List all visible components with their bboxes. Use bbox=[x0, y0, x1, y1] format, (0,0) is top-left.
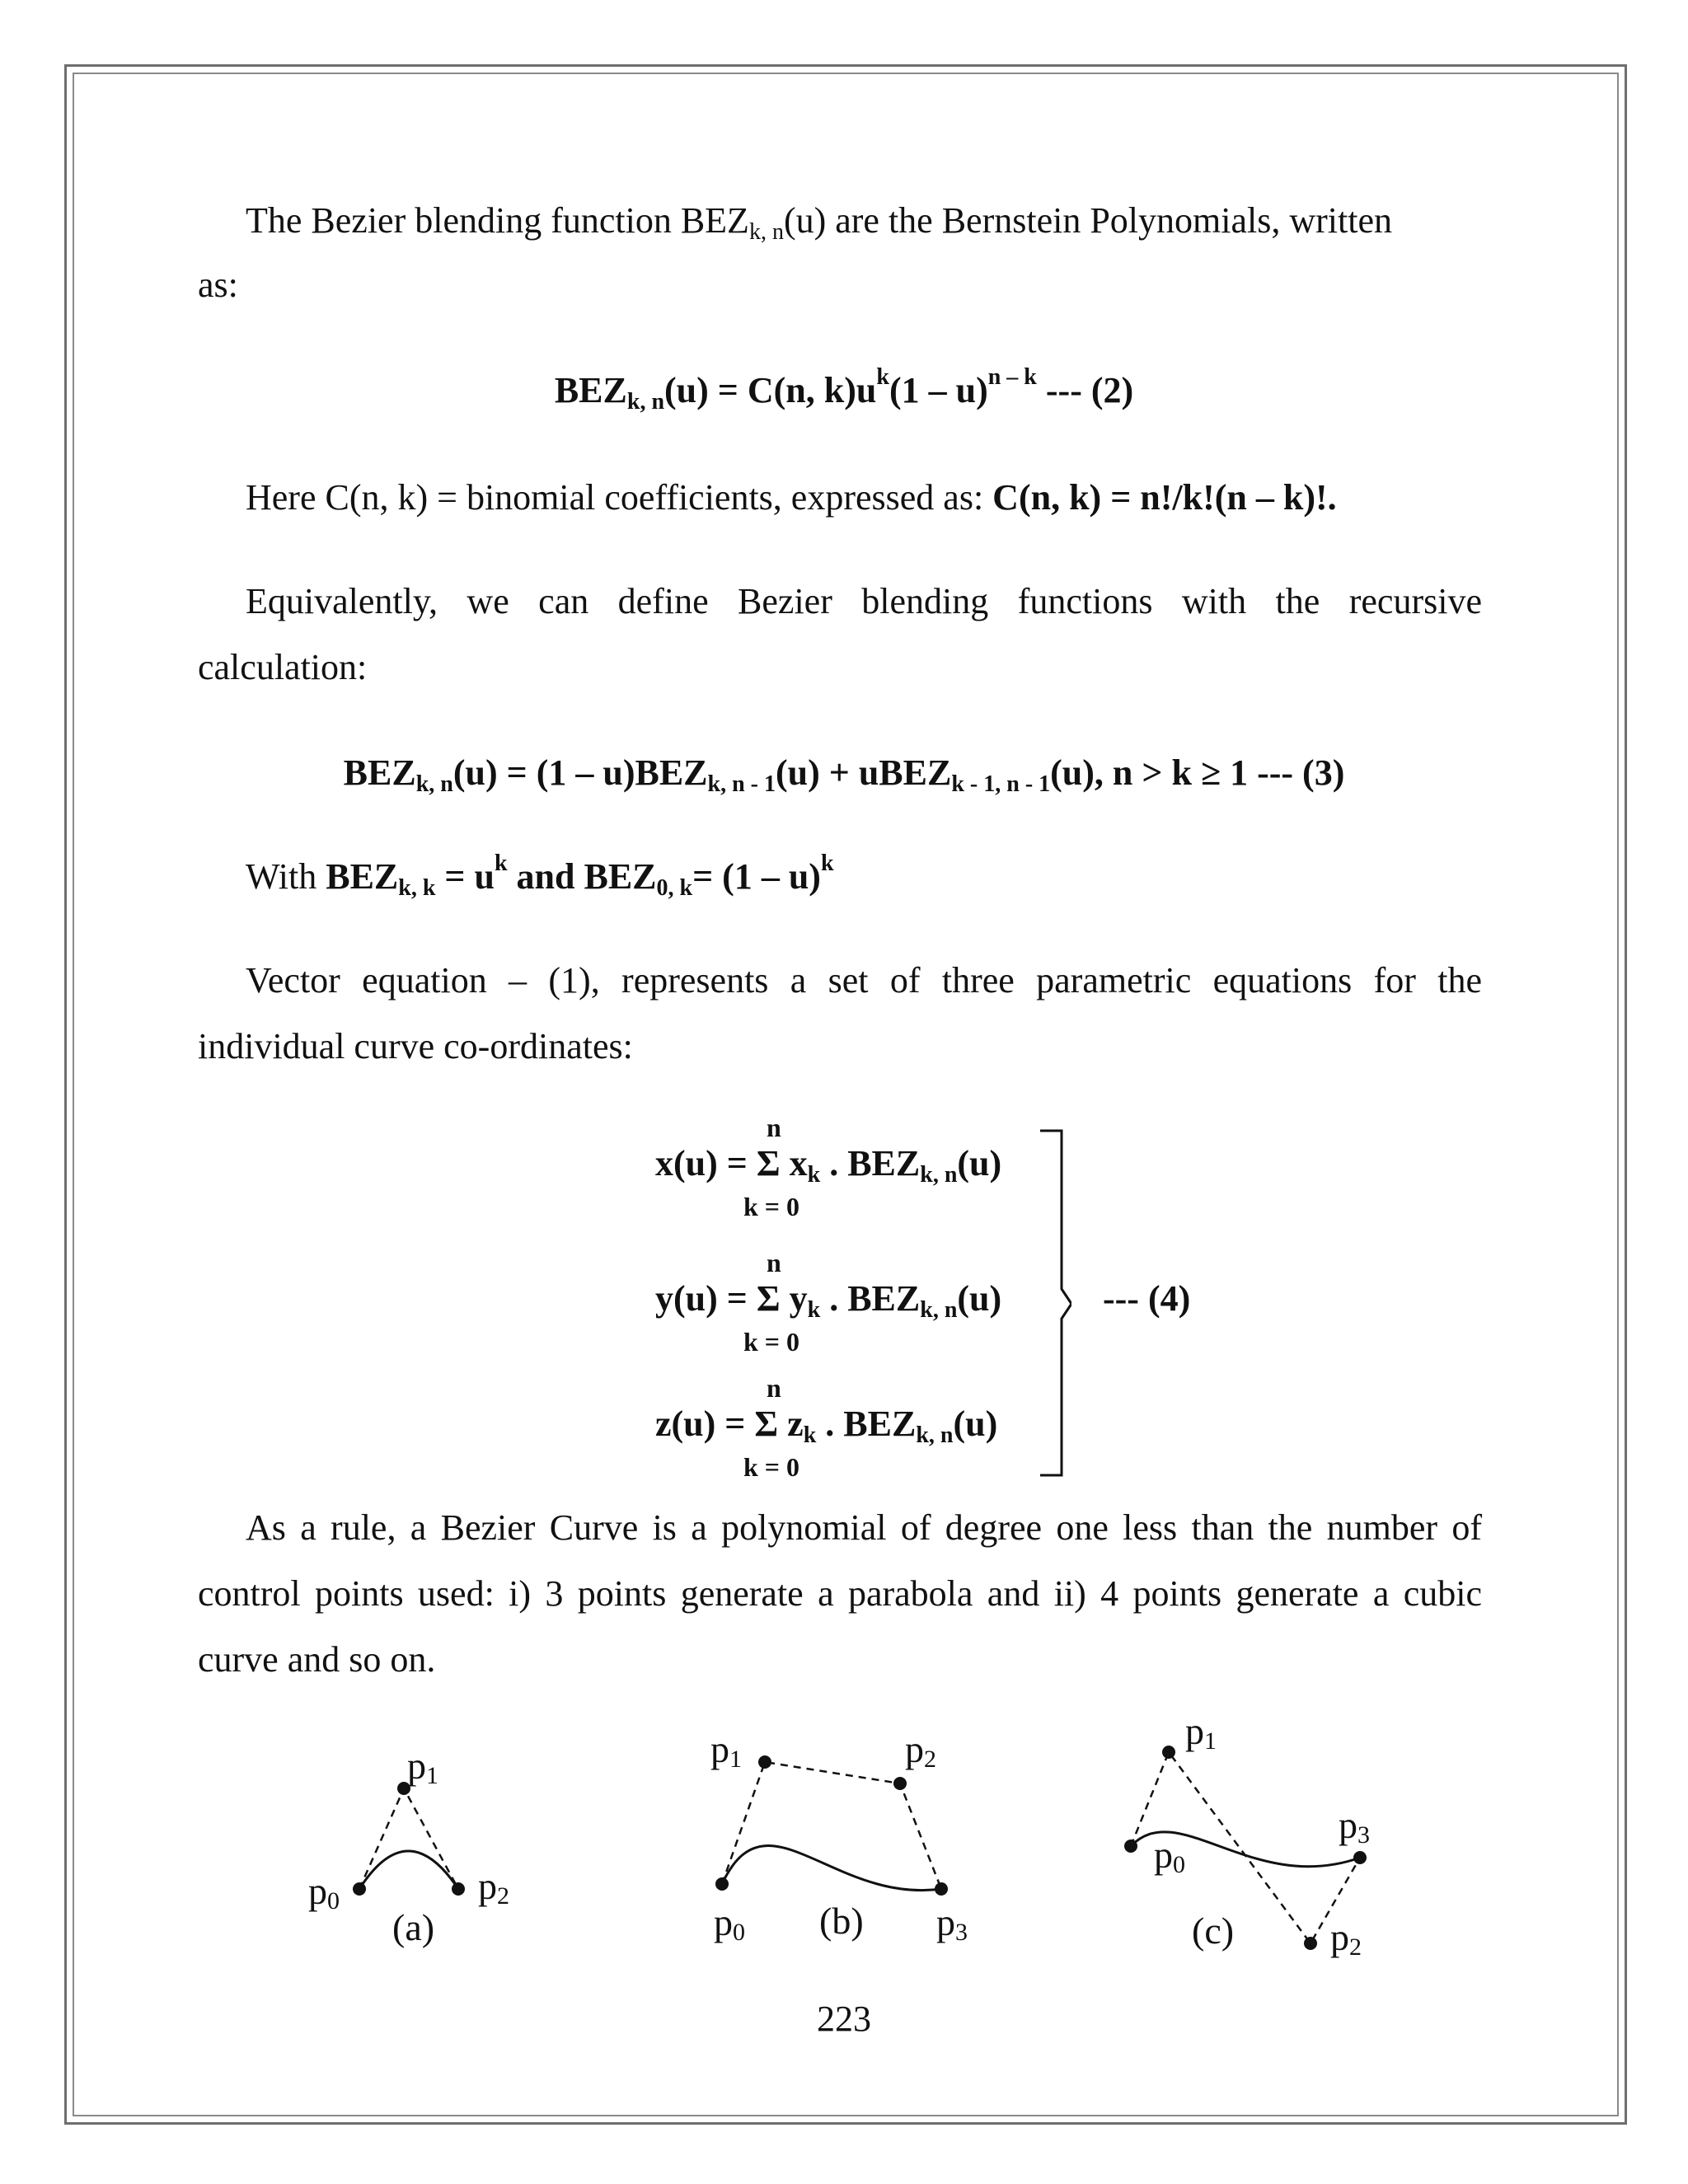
label-a-p0: $p_0$ bbox=[308, 1870, 340, 1915]
equation-3: $BEZ_{k, n}(u) = (1 - u)BEZ_{k, n - 1}(u)$ + uBEZ$_{k - 1, n - 1}$(u), n > k ≥ 1 --- (3) bbox=[343, 752, 1345, 797]
label-b-p1: $p_1$ bbox=[710, 1728, 742, 1773]
sum-upper-limit-y: n bbox=[767, 1248, 781, 1277]
para3-line1: Equivalently, we can define Bezier blending functions with the recursive bbox=[246, 581, 1482, 621]
para3-line2: calculation: bbox=[198, 647, 368, 687]
para1-line2: as: bbox=[198, 265, 238, 305]
bezier-curve-b bbox=[722, 1846, 941, 1891]
para5-line3: curve and so on. bbox=[198, 1639, 436, 1680]
control-point-c-p2 bbox=[1304, 1937, 1317, 1950]
label-c-p2: $p_2$ bbox=[1330, 1916, 1362, 1961]
figure-b bbox=[715, 1755, 948, 1896]
control-point-b-p1 bbox=[758, 1755, 771, 1769]
equation-4-z: z(u) = Σ $z_k$ . $BEZ_{k, n}(u)$ bbox=[655, 1404, 998, 1448]
control-point-b-p3 bbox=[935, 1882, 948, 1896]
label-b-p2: $p_2$ bbox=[905, 1728, 936, 1773]
equation-2: $BEZ_{k, n}(u) = C(n$, $k)u^k(1 - u)^{n - k}$ --- (2) bbox=[554, 364, 1134, 415]
sum-lower-limit-z: k = 0 bbox=[743, 1452, 800, 1482]
caption-c: (c) bbox=[1192, 1910, 1235, 1952]
equation-4-y: y(u) = Σ $y_k$ . $BEZ_{k, n}(u)$ bbox=[655, 1278, 1002, 1323]
control-point-c-p1 bbox=[1162, 1746, 1175, 1759]
label-a-p2: $p_2$ bbox=[478, 1865, 509, 1910]
bezier-curve-a bbox=[359, 1851, 458, 1889]
label-a-p1: $p_1$ bbox=[407, 1745, 438, 1789]
para5-line2: control points used: i) 3 points generate a parabola and ii) 4 points generate a cubic bbox=[198, 1573, 1482, 1614]
sum-upper-limit-z: n bbox=[767, 1373, 781, 1403]
with-line: With $BEZ_{k, k} = u^k$ and $BEZ_{0, k}= (1 - u)^k$ bbox=[246, 851, 834, 901]
control-point-a-p0 bbox=[353, 1882, 366, 1896]
control-point-c-p3 bbox=[1353, 1851, 1367, 1864]
control-point-c-p0 bbox=[1124, 1840, 1137, 1853]
label-b-p3: $p_3$ bbox=[936, 1901, 968, 1946]
control-point-b-p0 bbox=[715, 1877, 729, 1891]
control-polygon-b bbox=[722, 1762, 941, 1889]
para5-line1: As a rule, a Bezier Curve is a polynomial of degree one less than the number of bbox=[246, 1507, 1482, 1548]
para4-line1: Vector equation – (1), represents a set of three parametric equations for the bbox=[246, 960, 1482, 1001]
control-point-b-p2 bbox=[893, 1777, 907, 1790]
label-c-p3: $p_3$ bbox=[1339, 1804, 1370, 1849]
para4-line2: individual curve co-ordinates: bbox=[198, 1026, 633, 1066]
caption-a: (a) bbox=[392, 1906, 435, 1948]
control-polygon-a bbox=[359, 1788, 458, 1889]
label-b-p0: $p_0$ bbox=[714, 1901, 745, 1946]
para1-line1: The Bezier blending function $BEZ_{k, n}(u)$ are the Bernstein Polynomials, written bbox=[246, 200, 1392, 245]
label-c-p0: $p_0$ bbox=[1154, 1834, 1185, 1878]
sum-lower-limit-y: k = 0 bbox=[743, 1327, 800, 1357]
label-c-p1: $p_1$ bbox=[1185, 1710, 1217, 1755]
page-number: 223 bbox=[817, 1999, 871, 2039]
equation-4-x: x(u) = Σ $x_k$ . $BEZ_{k, n}(u)$ bbox=[655, 1143, 1002, 1188]
sum-upper-limit-x: n bbox=[767, 1113, 781, 1142]
figure-a bbox=[353, 1782, 465, 1896]
para2: Here C(n, k) = binomial coefficients, expressed as: C(n, k) = n!/k!(n – k)!. bbox=[246, 477, 1337, 518]
equation-4-label: --- (4) bbox=[1103, 1278, 1191, 1319]
sum-lower-limit-x: k = 0 bbox=[743, 1192, 800, 1221]
caption-b: (b) bbox=[819, 1900, 864, 1942]
control-point-a-p2 bbox=[452, 1882, 465, 1896]
